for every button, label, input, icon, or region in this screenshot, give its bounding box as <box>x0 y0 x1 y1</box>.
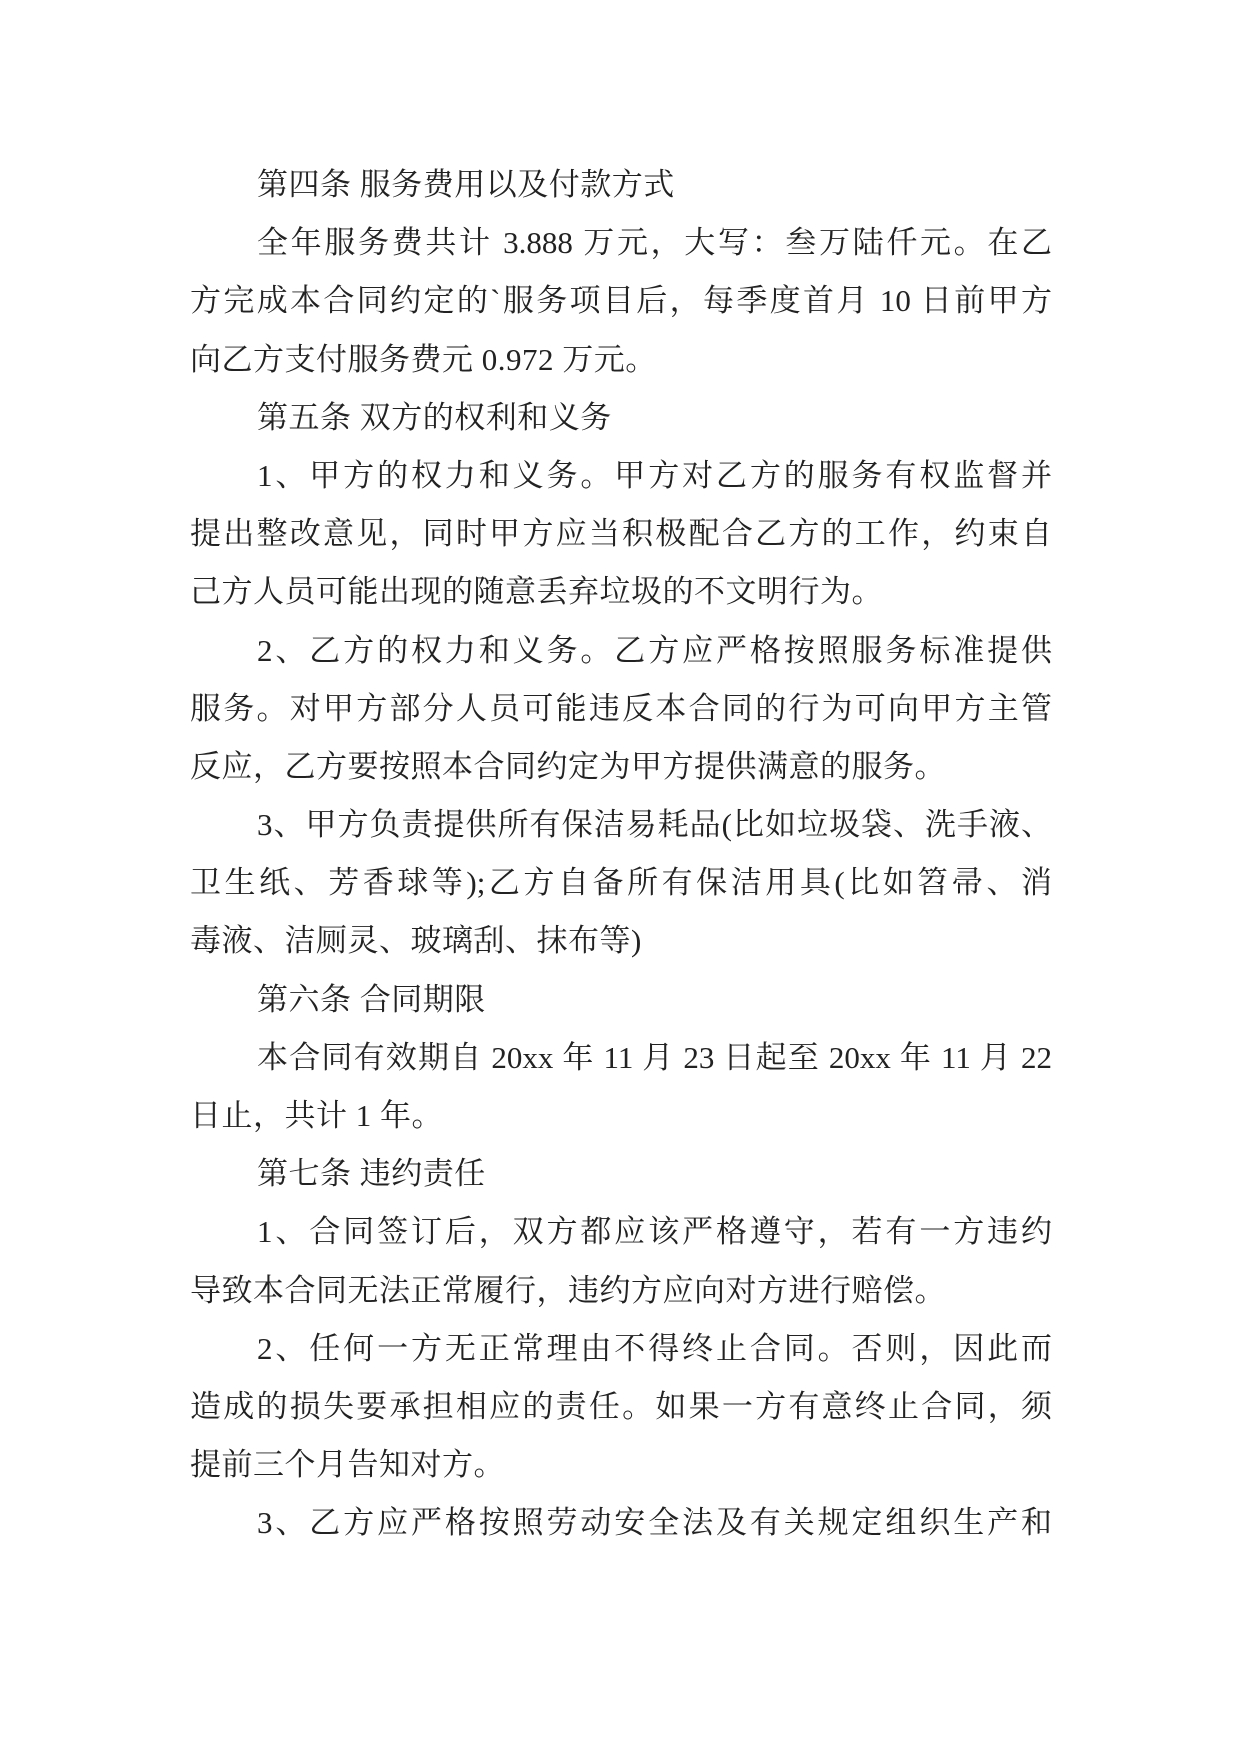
paragraph-line: 造成的损失要承担相应的责任。如果一方有意终止合同，须 <box>190 1388 1052 1424</box>
paragraph-line: 向乙方支付服务费元 0.972 万元。 <box>190 341 657 377</box>
paragraph-line: 反应，乙方要按照本合同约定为甲方提供满意的服务。 <box>190 748 946 784</box>
paragraph-line: 毒液、洁厕灵、玻璃刮、抹布等) <box>190 923 642 959</box>
paragraph-line: 提出整改意见，同时甲方应当积极配合乙方的工作，约束自 <box>190 516 1052 552</box>
paragraph-contract-term <box>190 1029 1052 1145</box>
paragraph-service-fee <box>190 214 1052 389</box>
article-heading-4 <box>190 156 1052 214</box>
paragraph-line: 2、乙方的权力和义务。乙方应严格按照服务标准提供 <box>257 632 1052 668</box>
paragraph-breach-3 <box>190 1494 1052 1552</box>
paragraph-breach-1 <box>190 1203 1052 1319</box>
heading-line: 第四条 服务费用以及付款方式 <box>257 167 675 202</box>
article-heading-5 <box>190 389 1052 447</box>
article-heading-7 <box>190 1145 1052 1203</box>
paragraph-line: 卫生纸、芳香球等);乙方自备所有保洁用具(比如笤帚、消 <box>190 865 1052 901</box>
paragraph-line: 2、任何一方无正常理由不得终止合同。否则，因此而 <box>257 1330 1052 1366</box>
paragraph-line: 3、甲方负责提供所有保洁易耗品(比如垃圾袋、洗手液、 <box>257 807 1052 843</box>
paragraph-item-1 <box>190 447 1052 622</box>
paragraph-line: 导致本合同无法正常履行，违约方应向对方进行赔偿。 <box>190 1272 946 1308</box>
paragraph-line: 方完成本合同约定的`服务项目后，每季度首月 10 日前甲方 <box>190 283 1052 319</box>
document-page <box>190 156 1052 1553</box>
article-heading-6 <box>190 971 1052 1029</box>
paragraph-line: 提前三个月告知对方。 <box>190 1447 505 1483</box>
paragraph-breach-2 <box>190 1320 1052 1495</box>
paragraph-item-2 <box>190 622 1052 797</box>
paragraph-line: 全年服务费共计 3.888 万元，大写：叁万陆仟元。在乙 <box>257 225 1052 261</box>
paragraph-line: 日止，共计 1 年。 <box>190 1098 443 1133</box>
paragraph-line: 1、合同签订后，双方都应该严格遵守，若有一方违约 <box>257 1214 1052 1250</box>
paragraph-line: 己方人员可能出现的随意丢弃垃圾的不文明行为。 <box>190 574 883 610</box>
heading-line: 第七条 违约责任 <box>257 1156 486 1192</box>
paragraph-line: 本合同有效期自 20xx 年 11 月 23 日起至 20xx 年 11 月 22 <box>257 1039 1052 1075</box>
paragraph-line: 服务。对甲方部分人员可能违反本合同的行为可向甲方主管 <box>190 690 1052 726</box>
paragraph-line: 1、甲方的权力和义务。甲方对乙方的服务有权监督并 <box>257 457 1052 493</box>
paragraph-item-3 <box>190 796 1052 971</box>
heading-line: 第五条 双方的权利和义务 <box>257 399 612 435</box>
paragraph-line: 3、乙方应严格按照劳动安全法及有关规定组织生产和 <box>257 1505 1052 1541</box>
heading-line: 第六条 合同期限 <box>257 981 486 1017</box>
